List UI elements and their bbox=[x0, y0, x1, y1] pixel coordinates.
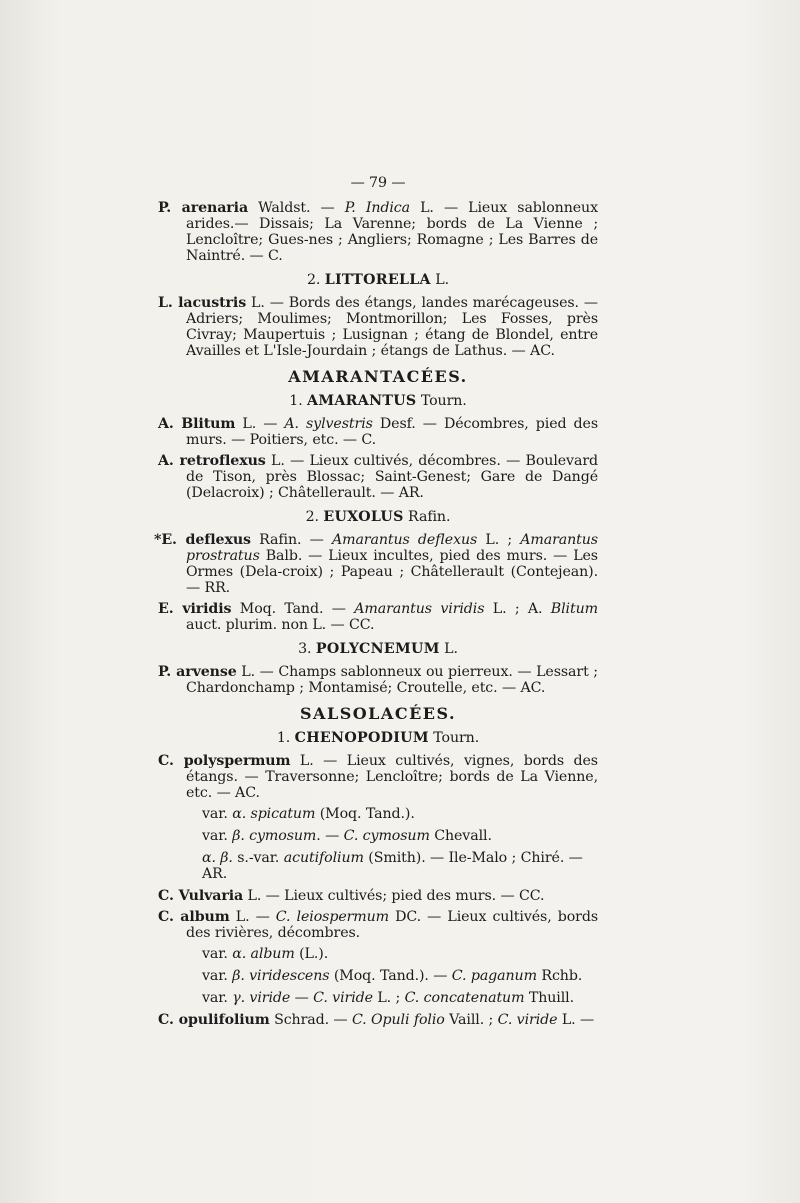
genus-name: LITTORELLA bbox=[324, 272, 431, 288]
variety-line bbox=[158, 850, 598, 882]
body-text: var. bbox=[202, 990, 233, 1006]
genus-author: Tourn. bbox=[433, 730, 480, 746]
body-text: . — bbox=[316, 828, 344, 844]
italic-text: α. album bbox=[232, 946, 295, 962]
species-entry bbox=[158, 416, 598, 448]
species-name: P. arenaria bbox=[158, 200, 249, 216]
italic-text: Amarantus deflexus bbox=[331, 532, 478, 548]
genus-number: 3. bbox=[298, 641, 312, 657]
species-entry bbox=[158, 888, 598, 904]
body-text: L. — Lieux cultivés, décombres. — Boulevard de Tison, près Blossac; Saint-Genest; Gare de Dangé (Delacroix) ; Châtellerault. — AR. bbox=[186, 453, 598, 501]
body-text: (Moq. Tand.). — bbox=[329, 968, 452, 984]
botanical-text bbox=[154, 200, 599, 1028]
body-text: L. — Champs sablonneux ou pierreux. — Lessart ; Chardonchamp ; Montamisé; Croutelle, etc. — AC. bbox=[186, 664, 598, 696]
species-name: L. lacustris bbox=[158, 295, 247, 311]
body-text: Vaill. ; bbox=[444, 1012, 498, 1028]
body-text: Thuill. bbox=[524, 990, 575, 1006]
species-name: E. viridis bbox=[158, 601, 232, 617]
variety-line bbox=[158, 828, 598, 844]
variety-line bbox=[158, 990, 598, 1006]
body-text: var. bbox=[202, 968, 233, 984]
body-text: — bbox=[290, 990, 314, 1006]
species-entry bbox=[158, 295, 598, 359]
genus-heading bbox=[158, 730, 598, 746]
species-name: C. Vulvaria bbox=[158, 888, 244, 904]
body-text: L. — Lieux cultivés, vignes, bords des étangs. — Traversonne; Lencloître; bords de La Vienne, etc. — AC. bbox=[186, 753, 598, 801]
species-name: C. opulifolium bbox=[158, 1012, 270, 1028]
family-heading: AMARANTACÉES. bbox=[288, 367, 468, 386]
genus-number: 2. bbox=[305, 509, 319, 525]
italic-text: α. spicatum bbox=[232, 806, 316, 822]
genus-number: 2. bbox=[306, 272, 321, 288]
genus-number: 1. bbox=[289, 393, 303, 409]
italic-text: Amarantus prostratus bbox=[186, 532, 598, 564]
italic-text: C. viride bbox=[313, 990, 373, 1006]
body-text: (L.). bbox=[294, 946, 329, 962]
species-entry bbox=[158, 601, 598, 633]
species-entry bbox=[158, 200, 598, 264]
body-text: Rchb. bbox=[536, 968, 583, 984]
species-name: P. arvense bbox=[158, 664, 237, 680]
genus-heading bbox=[158, 393, 598, 409]
species-entry bbox=[158, 664, 598, 696]
italic-text: C. viride bbox=[497, 1012, 558, 1028]
italic-text: C. leiospermum bbox=[275, 909, 390, 925]
genus-name: AMARANTUS bbox=[307, 393, 417, 409]
species-entry bbox=[158, 909, 598, 941]
body-text: Schrad. — bbox=[269, 1012, 352, 1028]
body-text: auct. plurim. non L. — CC. bbox=[186, 617, 375, 633]
species-entry bbox=[158, 753, 598, 801]
italic-text: C. Opuli folio bbox=[351, 1012, 445, 1028]
page-content bbox=[154, 175, 599, 1033]
italic-text: C. cymosum bbox=[343, 828, 430, 844]
body-text: Desf. — Décombres, pied des murs. — Poitiers, etc. — C. bbox=[186, 416, 599, 448]
page-number: — 79 — bbox=[350, 175, 406, 191]
italic-text: C. paganum bbox=[451, 968, 537, 984]
body-text: DC. — Lieux cultivés, bords des rivières, décombres. bbox=[186, 909, 598, 941]
genus-name: POLYCNEMUM bbox=[315, 641, 440, 657]
italic-text: Blitum bbox=[550, 601, 598, 617]
family-heading: SALSOLACÉES. bbox=[299, 704, 457, 723]
body-text: Chevall. bbox=[429, 828, 492, 844]
body-text: L. ; A. bbox=[484, 601, 551, 617]
species-entry bbox=[154, 532, 598, 596]
body-text: L. ; bbox=[477, 532, 521, 548]
body-text: var. bbox=[202, 828, 233, 844]
species-name: C. polyspermum bbox=[158, 753, 291, 769]
genus-author: L. bbox=[435, 272, 450, 288]
italic-text: γ. viride bbox=[232, 990, 291, 1006]
species-entry bbox=[158, 1012, 598, 1028]
species-entry bbox=[158, 453, 598, 501]
genus-author: Rafin. bbox=[408, 509, 451, 525]
genus-name: EUXOLUS bbox=[323, 509, 404, 525]
italic-text: C. concatenatum bbox=[404, 990, 525, 1006]
body-text: var. bbox=[202, 806, 233, 822]
body-text: (Smith). — Ile-Malo ; Chiré. — AR. bbox=[202, 850, 583, 882]
genus-heading bbox=[158, 641, 598, 657]
variety-line bbox=[158, 968, 598, 984]
species-name: A. retroflexus bbox=[158, 453, 266, 469]
body-text: Rafin. — bbox=[250, 532, 332, 548]
genus-author: Tourn. bbox=[420, 393, 467, 409]
body-text: L. — Bords des étangs, landes marécageuses. — Adriers; Moulimes; Montmorillon; Les Fosses, près Civray; Maupertuis ; Lusignan ; étang de Blondel, entre Availles et L'Isle-Jourdain ; étangs de Lathus. — AC. bbox=[186, 295, 598, 359]
body-text: L. — bbox=[557, 1012, 595, 1028]
body-text: Waldst. — bbox=[248, 200, 345, 216]
genus-author: L. bbox=[444, 641, 458, 657]
italic-text: acutifolium bbox=[283, 850, 364, 866]
italic-text: Amarantus viridis bbox=[354, 601, 485, 617]
genus-heading bbox=[158, 509, 598, 525]
body-text: L. — Lieux cultivés; pied des murs. — CC. bbox=[243, 888, 545, 904]
species-name: A. Blitum bbox=[158, 416, 236, 432]
genus-name: CHENOPODIUM bbox=[294, 730, 429, 746]
italic-text: β. cymosum bbox=[232, 828, 317, 844]
species-name: C. album bbox=[158, 909, 230, 925]
body-text: (Moq. Tand.). bbox=[315, 806, 415, 822]
genus-heading bbox=[158, 272, 598, 288]
body-text: L. — bbox=[229, 909, 276, 925]
italic-text: P. Indica bbox=[344, 200, 410, 216]
body-text: L. ; bbox=[372, 990, 405, 1006]
body-text: L. — bbox=[235, 416, 285, 432]
body-text: Moq. Tand. — bbox=[231, 601, 355, 617]
genus-number: 1. bbox=[276, 730, 291, 746]
italic-text: A. sylvestris bbox=[284, 416, 373, 432]
body-text: L. — Lieux sablonneux arides.— Dissais; La Varenne; bords de La Vienne ; Lencloître; Gues-nes ; Angliers; Romagne ; Les Barres de Naintré. — C. bbox=[186, 200, 598, 264]
body-text: s.-var. bbox=[232, 850, 284, 866]
variety-line bbox=[158, 806, 598, 822]
body-text: var. bbox=[202, 946, 233, 962]
italic-text: β. viridescens bbox=[232, 968, 330, 984]
variety-line bbox=[158, 946, 598, 962]
body-text: Balb. — Lieux incultes, pied des murs. — Les Ormes (Dela-croix) ; Papeau ; Châtellerault (Contejean). — RR. bbox=[186, 548, 598, 596]
species-name: *E. deflexus bbox=[154, 532, 251, 548]
italic-text: α. β. bbox=[202, 850, 233, 866]
